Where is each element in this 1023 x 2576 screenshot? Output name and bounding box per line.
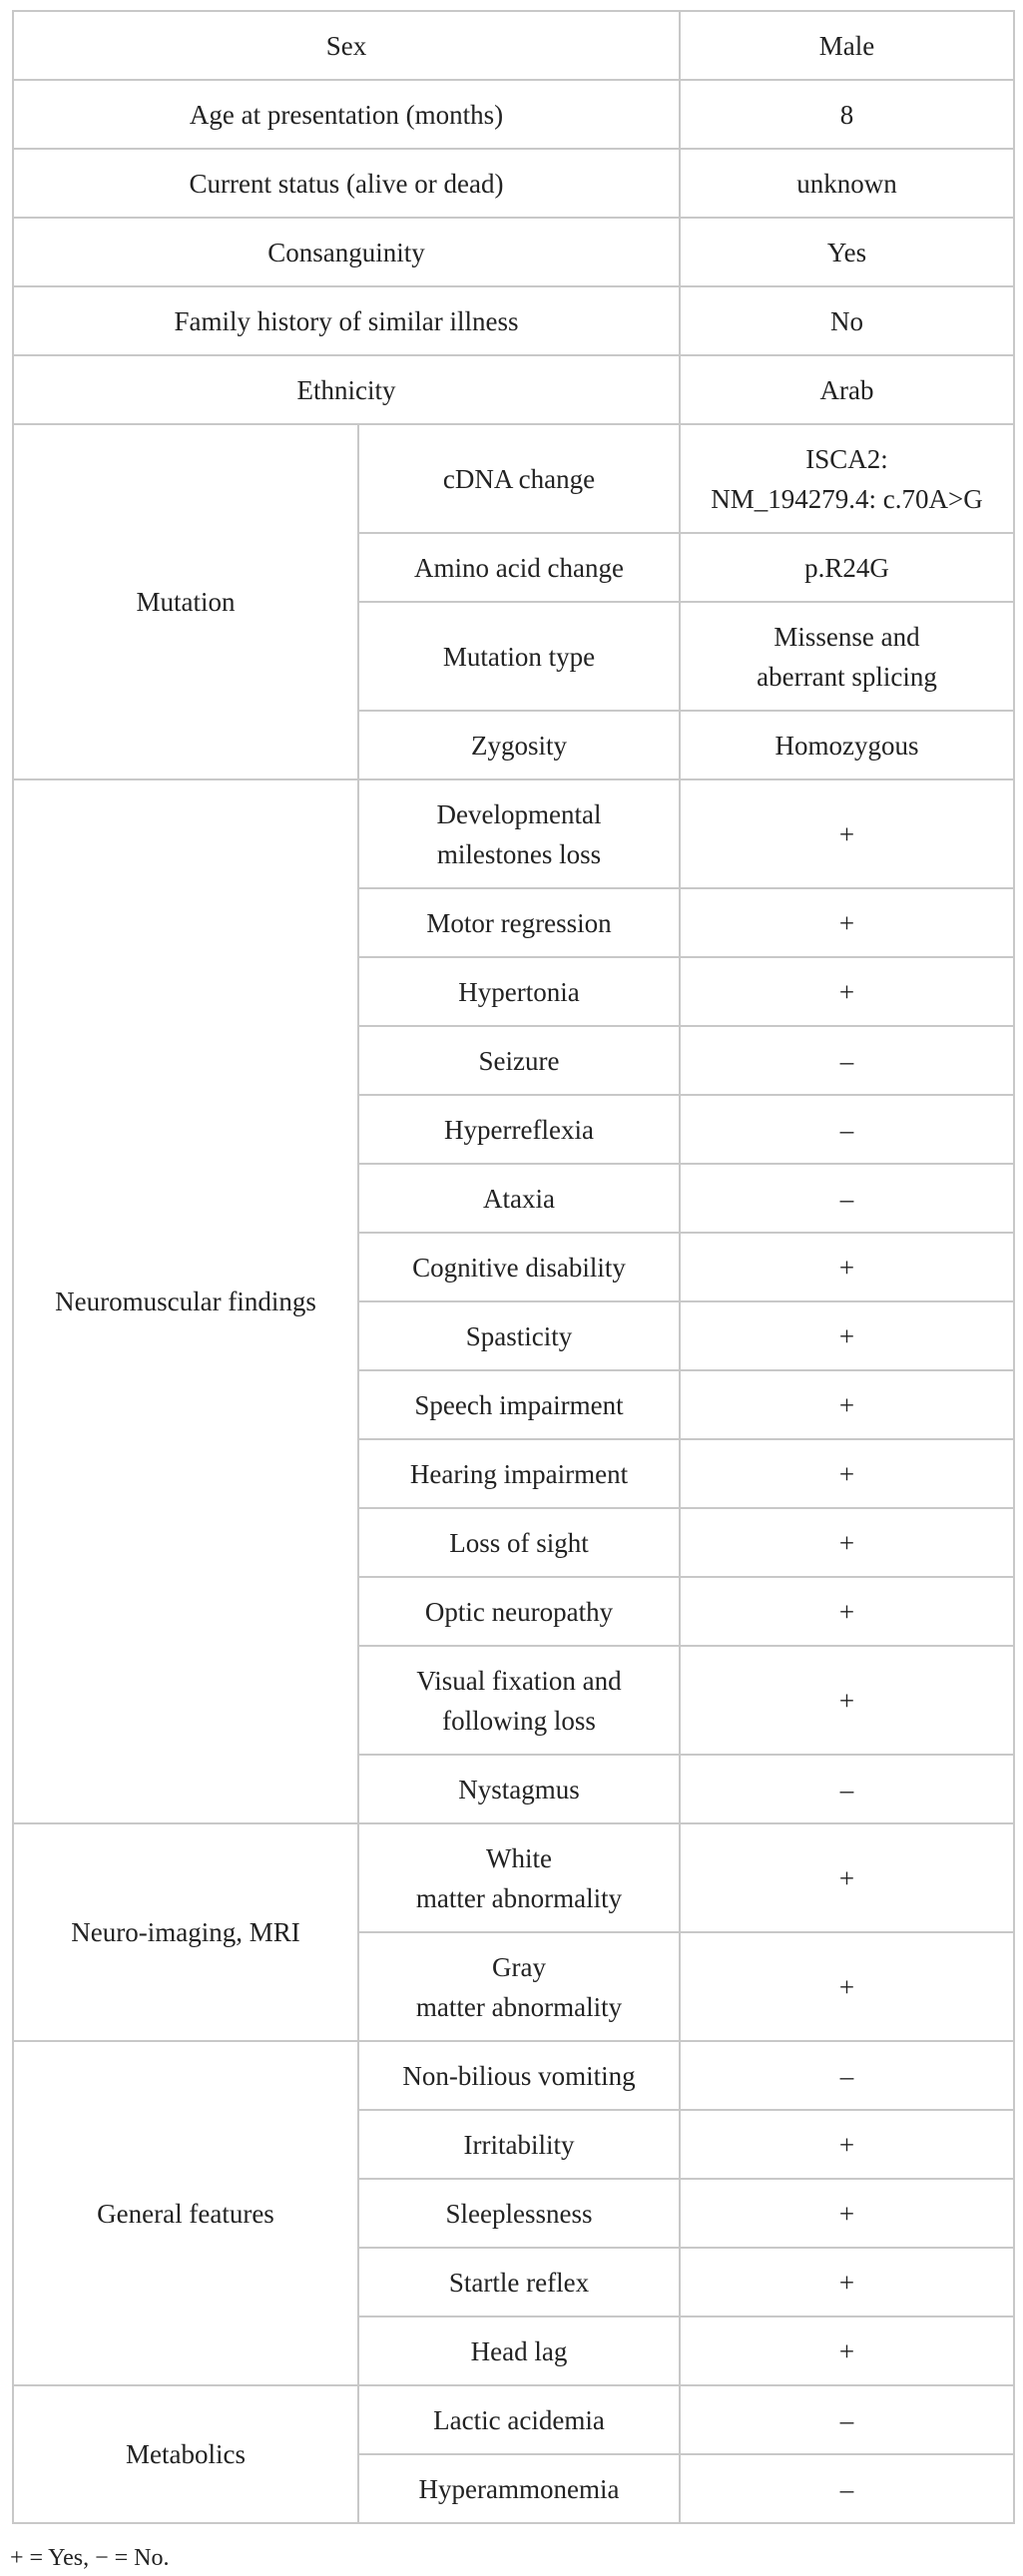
group-label-neuro-imaging: Neuro-imaging, MRI bbox=[13, 1823, 358, 2041]
row-value: + bbox=[680, 2179, 1014, 2248]
row-label: Family history of similar illness bbox=[13, 286, 680, 355]
row-label: Mutation type bbox=[358, 602, 680, 711]
row-value bbox=[680, 602, 1014, 711]
clinical-features-table bbox=[12, 10, 1015, 2524]
group-label-neuromuscular: Neuromuscular findings bbox=[13, 779, 358, 1823]
row-label: Seizure bbox=[358, 1026, 680, 1095]
row-label: Zygosity bbox=[358, 711, 680, 779]
label-line: matter abnormality bbox=[415, 1882, 623, 1913]
row-label: Hyperreflexia bbox=[358, 1095, 680, 1164]
row-value: + bbox=[680, 888, 1014, 957]
row-value: – bbox=[680, 2385, 1014, 2454]
value-line: ISCA2: bbox=[805, 443, 888, 474]
row-value: 8 bbox=[680, 80, 1014, 149]
row-label: Lactic acidemia bbox=[358, 2385, 680, 2454]
table-row-age bbox=[13, 80, 1014, 149]
row-label: Amino acid change bbox=[358, 533, 680, 602]
label-line: Gray bbox=[492, 1951, 546, 1982]
row-value: – bbox=[680, 1755, 1014, 1823]
row-value bbox=[680, 424, 1014, 533]
table-row-cdna-change bbox=[13, 424, 1014, 533]
row-value: – bbox=[680, 2041, 1014, 2110]
group-label-general-features: General features bbox=[13, 2041, 358, 2385]
row-value: + bbox=[680, 1577, 1014, 1646]
row-label: Optic neuropathy bbox=[358, 1577, 680, 1646]
label-line: Visual fixation and bbox=[416, 1665, 622, 1696]
row-label: Cognitive disability bbox=[358, 1233, 680, 1301]
row-value: + bbox=[680, 1823, 1014, 1932]
row-value: – bbox=[680, 1164, 1014, 1233]
row-label: Speech impairment bbox=[358, 1370, 680, 1439]
table-row-lactic-acidemia bbox=[13, 2385, 1014, 2454]
row-label: Hyperammonemia bbox=[358, 2454, 680, 2523]
table-row-non-bilious-vomiting bbox=[13, 2041, 1014, 2110]
label-line: Developmental bbox=[436, 798, 602, 829]
row-label: Hearing impairment bbox=[358, 1439, 680, 1508]
group-label-metabolics: Metabolics bbox=[13, 2385, 358, 2523]
row-value: – bbox=[680, 1026, 1014, 1095]
table-footnote: + = Yes, − = No. bbox=[10, 2545, 170, 2571]
row-label: Non-bilious vomiting bbox=[358, 2041, 680, 2110]
row-label: Ataxia bbox=[358, 1164, 680, 1233]
row-value: + bbox=[680, 1646, 1014, 1755]
label-line: following loss bbox=[442, 1705, 596, 1736]
row-value: + bbox=[680, 1439, 1014, 1508]
row-value: Arab bbox=[680, 355, 1014, 424]
row-value: unknown bbox=[680, 149, 1014, 218]
table-row-family-history bbox=[13, 286, 1014, 355]
value-line: Missense and bbox=[773, 621, 920, 652]
row-label: Current status (alive or dead) bbox=[13, 149, 680, 218]
row-label: Hypertonia bbox=[358, 957, 680, 1026]
row-value: + bbox=[680, 2110, 1014, 2179]
row-label bbox=[358, 779, 680, 888]
row-value: – bbox=[680, 2454, 1014, 2523]
row-value: + bbox=[680, 2317, 1014, 2385]
table-row-ethnicity bbox=[13, 355, 1014, 424]
row-value: – bbox=[680, 1095, 1014, 1164]
row-label: Age at presentation (months) bbox=[13, 80, 680, 149]
label-line: White bbox=[486, 1842, 552, 1873]
row-value: + bbox=[680, 1301, 1014, 1370]
row-value: + bbox=[680, 2248, 1014, 2317]
row-value: + bbox=[680, 1370, 1014, 1439]
label-line: milestones loss bbox=[436, 838, 602, 869]
row-value: p.R24G bbox=[680, 533, 1014, 602]
row-label bbox=[358, 1646, 680, 1755]
row-label: Ethnicity bbox=[13, 355, 680, 424]
row-value: No bbox=[680, 286, 1014, 355]
row-label: Nystagmus bbox=[358, 1755, 680, 1823]
row-value: Male bbox=[680, 11, 1014, 80]
table-row-current-status bbox=[13, 149, 1014, 218]
table-row-developmental-milestones-loss bbox=[13, 779, 1014, 888]
value-line: NM_194279.4: c.70A>G bbox=[711, 483, 983, 514]
row-label: Sleeplessness bbox=[358, 2179, 680, 2248]
row-value: Homozygous bbox=[680, 711, 1014, 779]
row-value: Yes bbox=[680, 218, 1014, 286]
row-label: Consanguinity bbox=[13, 218, 680, 286]
table-row-sex bbox=[13, 11, 1014, 80]
row-label bbox=[358, 1932, 680, 2041]
value-line: aberrant splicing bbox=[757, 661, 937, 692]
table-row-consanguinity bbox=[13, 218, 1014, 286]
row-value: + bbox=[680, 957, 1014, 1026]
clinical-table-container bbox=[12, 10, 1013, 2524]
row-label: Spasticity bbox=[358, 1301, 680, 1370]
row-label: cDNA change bbox=[358, 424, 680, 533]
row-label: Motor regression bbox=[358, 888, 680, 957]
row-label: Sex bbox=[13, 11, 680, 80]
row-label: Irritability bbox=[358, 2110, 680, 2179]
row-label: Loss of sight bbox=[358, 1508, 680, 1577]
row-value: + bbox=[680, 1932, 1014, 2041]
table-row-white-matter bbox=[13, 1823, 1014, 1932]
row-label: Head lag bbox=[358, 2317, 680, 2385]
group-label-mutation: Mutation bbox=[13, 424, 358, 779]
row-value: + bbox=[680, 1508, 1014, 1577]
row-label: Startle reflex bbox=[358, 2248, 680, 2317]
row-value: + bbox=[680, 779, 1014, 888]
label-line: matter abnormality bbox=[415, 1991, 623, 2022]
row-value: + bbox=[680, 1233, 1014, 1301]
row-label bbox=[358, 1823, 680, 1932]
